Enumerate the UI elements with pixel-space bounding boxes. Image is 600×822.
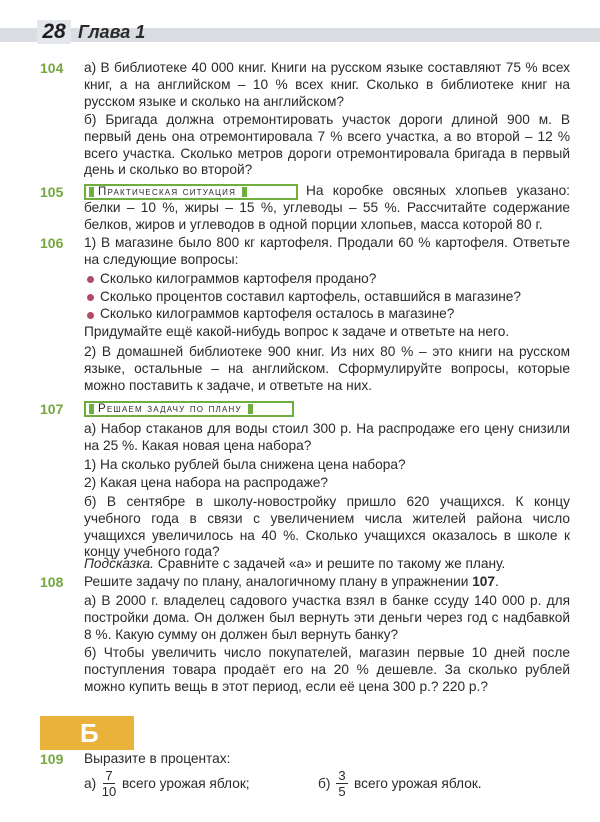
problem-number-106: 106 [40,235,64,251]
plan-task-tag [84,401,294,417]
problem-107-b: б) В сентябре в школу-новостройку пришло 620 учащихся. К концу учебного года в связи с увеличением числа жителей района число учащихся увеличилось на 40 %. Сколько учащихся оказалось в школе к концу учебного года? [84,494,570,560]
page-number: 28 [37,20,71,44]
problem-108-intro: Решите задачу по плану, аналогичному плану в упражнении 107. [84,574,499,589]
problem-107-hint [84,556,505,573]
hint-text: Сравните с задачей «а» и решите по такому же плану. [157,556,506,571]
tag-marker [89,404,94,414]
section-b-letter: Б [80,718,99,748]
fraction-7-10 [101,768,117,799]
problem-106-bullet-2: Сколько процентов составил картофель, оставшийся в магазине? [100,289,522,304]
problem-107-step-2: 2) Какая цена набора на распродаже? [84,475,328,490]
problem-106-invent: Придумайте ещё какой-нибудь вопрос к задаче и ответьте на него. [84,324,510,339]
problem-108-a: а) В 2000 г. владелец садового участка взял в банке ссуду 140 000 р. для постройки дома. Он должен был вернуть эти деньги через год с надбавкой 8 %. Какую сумму он должен был вернуть банку? [84,593,570,642]
fraction-numerator: 3 [338,768,346,783]
problem-106-part2: 2) В домашней библиотеке 900 книг. Из них 80 % – это книги на русском языке, остальные – на английском. Сформулируйте вопросы, которые можно поставить к задаче, и ответьте на них. [84,344,570,393]
bullet-icon [87,312,94,319]
problem-107-a: а) Набор стаканов для воды стоил 300 р. На распродаже его цену снизили на 25 %. Какая новая цена набора? [84,421,570,453]
problem-104-a: а) В библиотеке 40 000 книг. Книги на русском языке составляют 75 % всех книг, а на английском – 10 % всех книг. Сколько в библиотеке книг на русском языке и сколько на английском? [84,60,570,109]
intro-text: Решите задачу по плану, аналогичному плану в упражнении [84,574,469,589]
tag-label: Практическая ситуация [98,186,237,198]
problem-109-intro: Выразите в процентах: [84,751,231,766]
fraction-denominator: 5 [338,784,346,799]
fraction-numerator: 7 [105,768,113,783]
problem-106-part1: 1) В магазине было 800 кг картофеля. Продали 60 % картофеля. Ответьте на следующие вопросы: [84,235,570,267]
hint-label: Подсказка. [84,556,154,571]
problem-number-107: 107 [40,401,64,417]
tag-label: Решаем задачу по плану [98,403,242,415]
problem-105-text: На коробке овсяных хлопьев указано: белки – 10 %, жиры – 15 %, углеводы – 55 %. Рассчитайте содержание белков, жиров и углеводов в одной порции хлопьев, масса которой 80 г. [84,183,570,232]
problem-107-step-1: 1) На сколько рублей была снижена цена набора? [84,457,406,472]
tag-marker [248,404,253,414]
problem-104-b: б) Бригада должна отремонтировать участок дороги длиной 900 м. В первый день она отремонтировала 7 % всего участка, а во второй – 12 % всего участка. Сколько метров дороги отремонтировала бригада в первый день и сколько во второй? [84,112,570,178]
chapter-title: Глава 1 [78,22,146,42]
exercise-ref: 107 [472,574,496,589]
fraction-3-5 [334,768,350,799]
problem-number-105: 105 [40,184,64,200]
problem-number-109: 109 [40,751,64,767]
problem-106-bullet-1: Сколько килограммов картофеля продано? [100,271,377,286]
problem-109-a-label: а) [84,776,97,791]
bullet-icon [87,276,94,283]
problem-number-104: 104 [40,60,64,76]
problem-106-bullet-3: Сколько килограммов картофеля осталось в магазине? [100,306,455,321]
fraction-denominator: 10 [101,784,117,799]
problem-number-108: 108 [40,574,64,590]
problem-109-b-label: б) [318,776,331,791]
problem-109-b-text: всего урожая яблок. [354,776,482,791]
problem-108-b: б) Чтобы увеличить число покупателей, магазин первые 10 дней после поступления товара продаёт его на 20 % дешевле. За сколько рублей можно купить вещь в этот период, если её цена 300 р.? 220 р.? [84,645,570,694]
problem-109-a-text: всего урожая яблок; [122,776,250,791]
bullet-icon [87,294,94,301]
